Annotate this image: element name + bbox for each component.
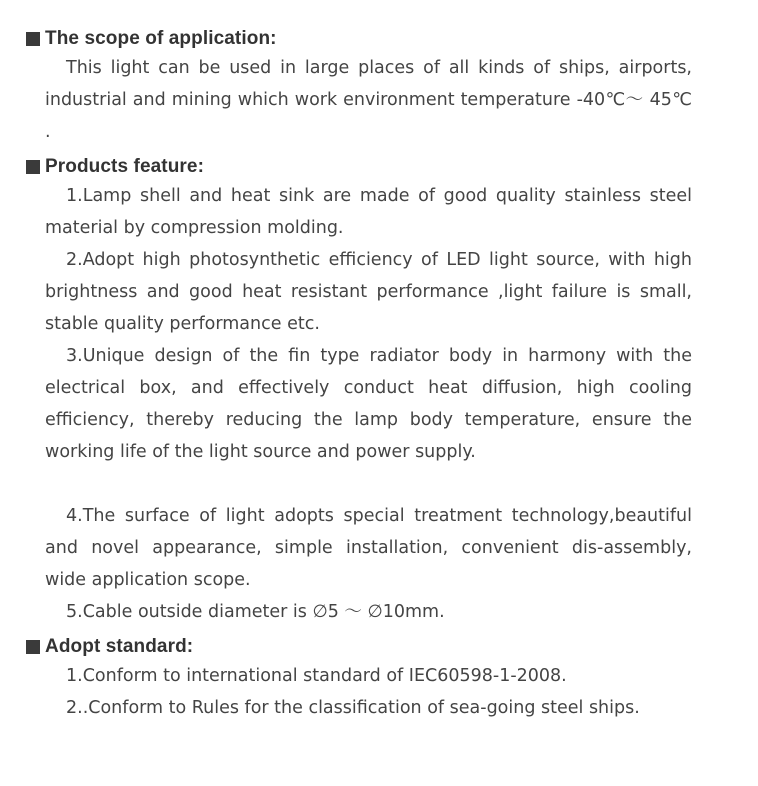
feature-item-text: 3.Unique design of the fin type radiator body in harmony with the electrical box, and effectively conduct heat diffusion, high cooling efficiency, thereby reducing the lamp body temperature, ensure the working life of the light source and power supply.	[45, 346, 692, 462]
features-heading: Products feature:	[45, 156, 205, 177]
feature-item-4	[45, 500, 692, 596]
square-bullet-icon	[26, 160, 40, 174]
feature-item-text: 1.Lamp shell and heat sink are made of good quality stainless steel material by compression molding.	[45, 186, 692, 238]
scope-section-header	[26, 28, 277, 50]
square-bullet-icon	[26, 640, 40, 654]
feature-item-3	[45, 340, 692, 468]
feature-item-text: 4.The surface of light adopts special treatment technology,beautiful and novel appearance, simple installation, convenient dis-assembly, wide application scope.	[45, 506, 692, 590]
square-bullet-icon	[26, 32, 40, 46]
feature-item-text: 2.Adopt high photosynthetic efficiency of LED light source, with high brightness and good heat resistant performance ,light failure is small, stable quality performance etc.	[45, 250, 692, 334]
standard-item-2	[45, 692, 692, 724]
feature-item-2	[45, 244, 692, 340]
standard-item-text: 1.Conform to international standard of IEC60598-1-2008.	[66, 666, 567, 686]
standard-heading: Adopt standard:	[45, 636, 194, 657]
feature-item-5	[45, 596, 692, 628]
scope-heading: The scope of application:	[45, 28, 277, 49]
standard-item-1	[45, 660, 692, 692]
features-section-header	[26, 156, 204, 178]
standard-item-text: 2..Conform to Rules for the classification of sea-going steel ships.	[66, 698, 640, 718]
standard-section-header	[26, 636, 193, 658]
scope-text: This light can be used in large places of all kinds of ships, airports, industrial and mining which work environment temperature -40℃～ 45℃ .	[45, 58, 692, 142]
feature-item-text: 5.Cable outside diameter is ∅5 ～ ∅10mm.	[66, 602, 445, 622]
feature-item-1	[45, 180, 692, 244]
scope-paragraph	[45, 52, 692, 148]
